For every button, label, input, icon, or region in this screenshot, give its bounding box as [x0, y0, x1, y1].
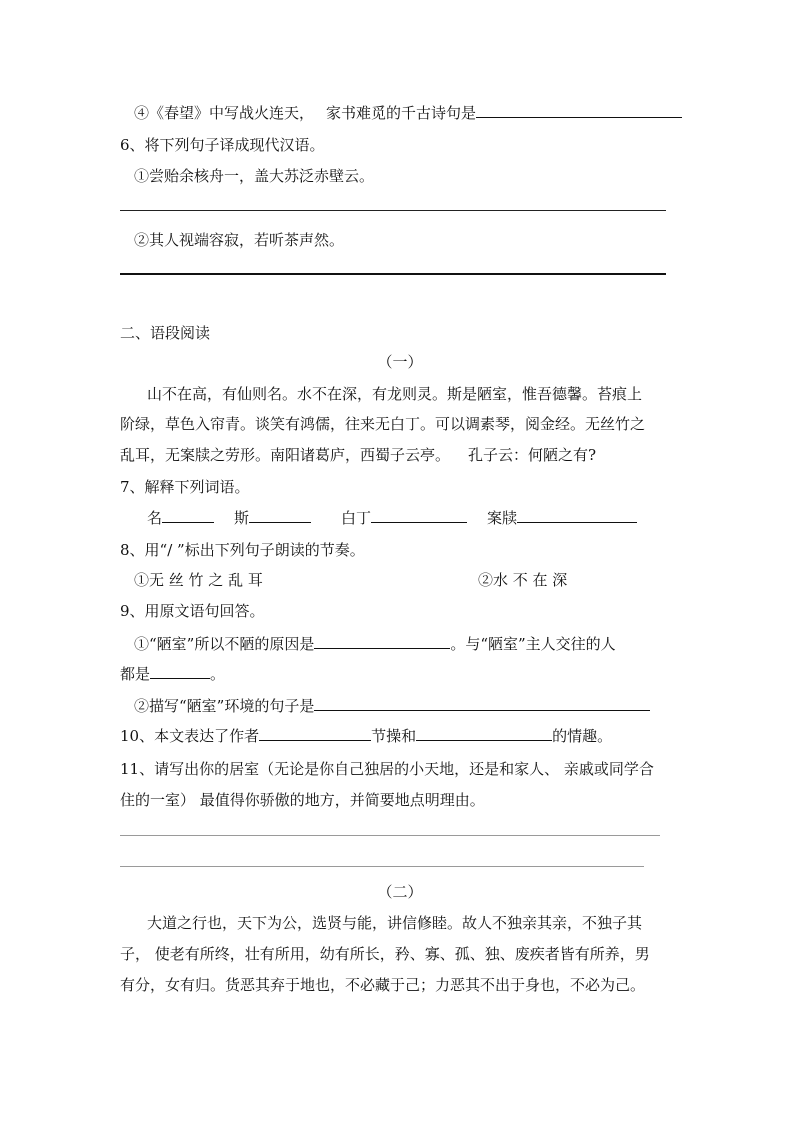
passage-2-heading: （二） [377, 883, 423, 901]
passage-2-line: 子， 使老有所终，壮有所用，幼有所长，矜、寡、孤、独、废疾者皆有所养，男 [120, 945, 650, 963]
q9-prompt: ①“陋室”所以不陋的原因是 [134, 635, 315, 653]
answer-blank[interactable] [476, 103, 682, 118]
answer-blank[interactable] [150, 664, 210, 679]
answer-line[interactable] [120, 210, 666, 211]
passage-2-line: 大道之行也，天下为公，选贤与能，讲信修睦。故人不独亲其亲，不独子其 [147, 914, 643, 932]
q9-prompt: ②描写“陋室”环境的句子是 [134, 697, 315, 715]
q10 [120, 726, 612, 746]
q7-title: 7、解释下列词语。 [120, 478, 250, 496]
answer-blank[interactable] [314, 634, 450, 649]
answer-blank[interactable] [314, 696, 650, 711]
answer-line[interactable] [120, 835, 660, 836]
q6-sentence-1: ①尝贻余核舟一，盖大苏泛赤壁云。 [134, 167, 375, 185]
q7-word: 斯 [234, 509, 250, 527]
answer-blank[interactable] [249, 508, 311, 523]
q7-word: 白丁 [341, 509, 372, 527]
q9-title: 9、用原文语句回答。 [120, 602, 265, 620]
q8-sentence-1: ①无 丝 竹 之 乱 耳 [134, 571, 263, 589]
q5-item-4 [134, 103, 682, 123]
q8-title: 8、用“/ ”标出下列句子朗读的节奏。 [120, 541, 365, 559]
q5-item-4-rest: 家书难觅的千古诗句是 [326, 104, 477, 122]
q6-sentence-2: ②其人视端容寂，若听茶声然。 [134, 231, 345, 249]
answer-blank[interactable] [371, 508, 467, 523]
q9-answer-1-cont: 都是 。 [120, 665, 226, 683]
answer-blank[interactable] [162, 508, 214, 523]
passage-1-heading: （一） [377, 353, 423, 371]
passage-2-line: 有分，女有归。货恶其弃于地也，不必藏于己；力恶其不出于身也，不必为己。 [120, 976, 646, 994]
q7-word: 名 [147, 509, 163, 527]
answer-blank[interactable] [517, 508, 637, 523]
q7-words [147, 508, 637, 528]
q9-prompt: 。与“陋室”主人交往的人 [450, 635, 616, 653]
section-title: 二、语段阅读 [120, 324, 211, 342]
answer-blank[interactable] [416, 726, 552, 741]
passage-1-line [120, 445, 596, 465]
q10-text: 10、本文表达了作者 [120, 727, 260, 745]
q9-answer-2 [134, 696, 650, 716]
q10-text: 节操和 [371, 727, 417, 745]
q5-item-4-prefix: ④《春望》中写战火连天， [134, 104, 315, 122]
passage-1-line: 阶绿，草色入帘青。谈笑有鸿儒，往来无白丁。可以调素琴，阅金经。无丝竹之 [120, 415, 646, 433]
q11-line: 住的一室） 最值得你骄傲的地方，并简要地点明理由。 [120, 791, 485, 809]
passage-1-line-text: 乱耳，无案牍之劳形。南阳诸葛庐，西蜀子云亭。 [120, 446, 451, 464]
q7-word: 案牍 [487, 509, 518, 527]
passage-1-line: 山不在高，有仙则名。水不在深，有龙则灵。斯是陋室，惟吾德馨。苔痕上 [147, 385, 643, 403]
answer-line[interactable] [120, 866, 644, 867]
answer-line[interactable] [120, 273, 666, 275]
q6-title: 6、将下列句子译成现代汉语。 [120, 136, 325, 154]
passage-1-line-text: 孔子云：何陋之有? [468, 446, 597, 464]
q9-answer-1 [134, 634, 616, 654]
q8-sentence-2: ②水 不 在 深 [478, 571, 568, 589]
q11-line: 11、请写出你的居室（无论是你自己独居的小天地，还是和家人、 亲戚或同学合 [120, 760, 654, 778]
q10-text: 的情趣。 [552, 727, 613, 745]
q9-prompt: 都是 [120, 665, 151, 683]
answer-blank[interactable] [259, 726, 371, 741]
